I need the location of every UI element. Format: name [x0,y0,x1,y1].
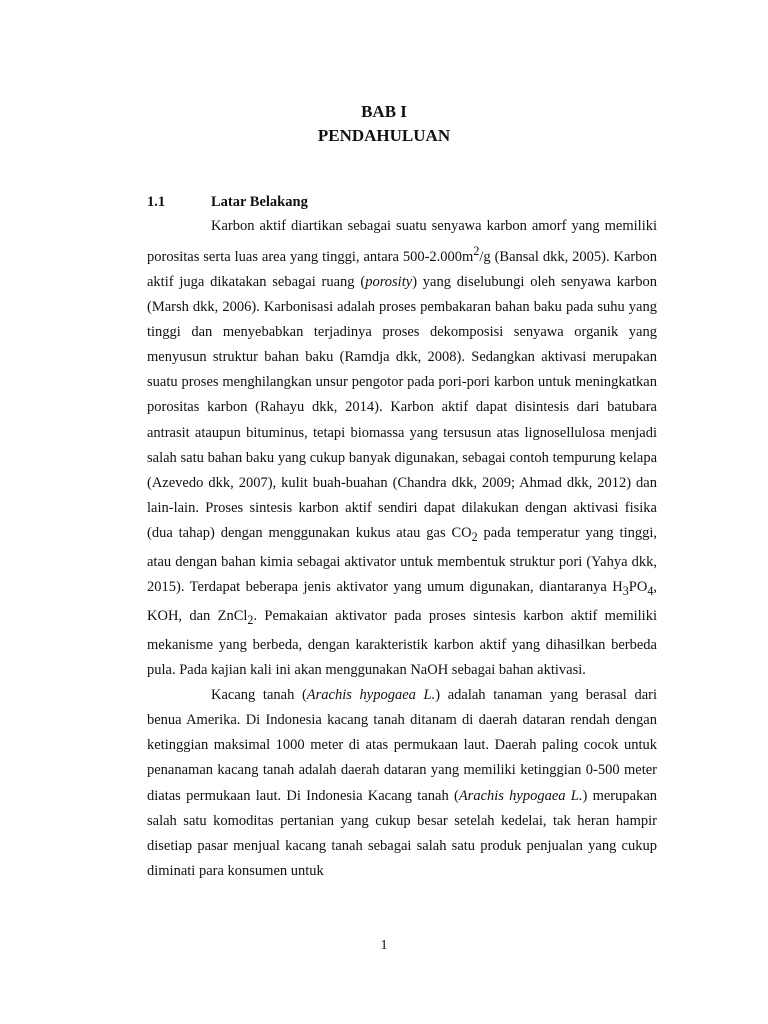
subscript: 3 [622,583,629,598]
subscript: 2 [247,612,254,627]
text-run: , KOH, dan ZnCl [147,579,657,625]
text-run: ) adalah tanaman yang berasal dari benua Amerika. Di Indonesia kacang tanah ditanam di daerah dataran rendah dengan ketinggian maksimal 1000 meter di atas permukaan laut. Daerah paling cocok untuk penanaman kacang tanah adalah daerah dataran yang memiliki ketinggian 0-500 meter diatas permukaan laut. Di Indonesia Kacang tanah ( [147,687,658,804]
subscript: 2 [471,529,478,544]
italic-species-name: Arachis hypogaea L. [458,787,583,804]
section-number: 1.1 [147,194,166,210]
chapter-heading [0,100,768,148]
text-run: Kacang tanah ( [211,687,307,704]
chapter-number: BAB I [361,102,407,121]
text-run: /g (Bansal dkk, 2005). Karbon aktif juga dikatakan sebagai ruang ( [147,248,658,291]
chapter-title: PENDAHULUAN [317,126,451,145]
italic-species-name: Arachis hypogaea L. [306,687,436,704]
subscript: 4 [647,583,654,598]
italic-term: porosity [365,274,413,291]
text-run: ) yang diselubungi oleh senyawa karbon (Marsh dkk, 2006). Karbonisasi adalah proses pembakaran bahan baku pada suhu yang tinggi dan menyebabkan terjadinya proses dekomposisi senyawa organik yang menyusun struktur bahan baku (Ramdja dkk, 2008). Sedangkan aktivasi merupakan suatu proses menghilangkan unsur pengotor pada pori-pori karbon untuk meningkatkan porositas karbon (Rahayu dkk, 2014). Karbon aktif dapat disintesis dari batubara antrasit ataupun bituminus, tetapi biomassa yang tersusun atas lignosellulosa menjadi salah satu bahan baku yang cukup banyak digunakan, sebagai contoh tempurung kelapa (Azevedo dkk, 2007), kulit buah-buahan (Chandra dkk, 2009; Ahmad dkk, 2012) dan lain-lain. Proses sintesis karbon aktif sendiri dapat dilakukan dengan aktivasi fisika (dua tahap) dengan menggunakan kukus atau gas CO [147,274,657,541]
body-text [147,214,657,884]
text-run: pada temperatur yang tinggi, atau dengan bahan kimia sebagai aktivator untuk membentuk struktur pori (Yahya dkk, 2015). Terdapat beberapa jenis aktivator yang umum digunakan, diantaranya H [147,524,658,596]
text-run: Karbon aktif diartikan sebagai suatu senyawa karbon amorf yang memiliki porositas serta luas area yang tinggi, antara 500-2.000m [147,218,657,265]
text-run: ) merupakan salah satu komoditas pertanian yang cukup besar setelah kedelai, tak heran hampir disetiap pasar menjual kacang tanah sebagai salah satu produk penjualan yang cukup diminati para konsumen untuk [147,787,658,879]
section-title: Latar Belakang [211,194,308,210]
paragraph-karbon-aktif [147,214,657,683]
section-heading [147,190,308,214]
paragraph-kacang-tanah [147,683,657,884]
text-run: PO [628,579,648,596]
text-run: . Pemakaian aktivator pada proses sintesis karbon aktif memiliki mekanisme yang berbeda, dengan karakteristik karbon aktif yang dihasilkan berbeda pula. Pada kajian kali ini akan menggunakan NaOH sebagai bahan aktivasi. [147,608,657,679]
page-number: 1 [380,938,388,953]
superscript: 2 [473,244,480,259]
